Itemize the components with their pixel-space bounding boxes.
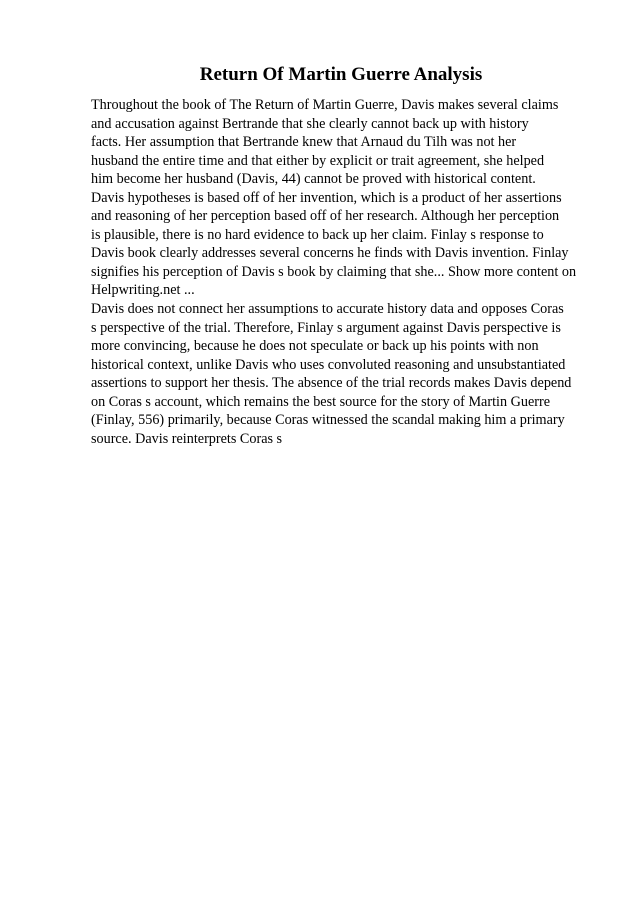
text-line: Davis book clearly addresses several concerns he finds with Davis invention. Finlay	[91, 245, 569, 262]
text-line: husband the entire time and that either by explicit or trait agreement, she helped	[91, 152, 545, 169]
text-line: Helpwriting.net ...	[91, 282, 195, 299]
text-line: more convincing, because he does not speculate or back up his points with non	[91, 338, 539, 355]
text-line: Davis hypotheses is based off of her invention, which is a product of her assertions	[91, 189, 562, 206]
text-line: Davis does not connect her assumptions to accurate history data and opposes Coras	[91, 301, 564, 318]
paragraph-1	[91, 96, 611, 300]
text-line: on Coras s account, which remains the best source for the story of Martin Guerre	[91, 393, 550, 410]
text-line: (Finlay, 556) primarily, because Coras witnessed the scandal making him a primary	[91, 412, 565, 429]
text-line: historical context, unlike Davis who uses convoluted reasoning and unsubstantiated	[91, 356, 566, 373]
text-line: s perspective of the trial. Therefore, Finlay s argument against Davis perspective is	[91, 319, 561, 336]
text-line: is plausible, there is no hard evidence to back up her claim. Finlay s response to	[91, 226, 544, 243]
text-line: facts. Her assumption that Bertrande knew that Arnaud du Tilh was not her	[91, 134, 517, 151]
document-body	[91, 96, 611, 448]
paragraph-2	[91, 300, 611, 448]
text-line: signifies his perception of Davis s book by claiming that she... Show more content on	[91, 263, 577, 280]
document-title: Return Of Martin Guerre Analysis	[199, 64, 483, 85]
text-line: Throughout the book of The Return of Martin Guerre, Davis makes several claims	[91, 97, 559, 113]
text-line: and reasoning of her perception based off of her research. Although her perception	[91, 208, 560, 225]
text-line: source. Davis reinterprets Coras s	[91, 430, 283, 447]
text-line: and accusation against Bertrande that she clearly cannot back up with history	[91, 115, 529, 132]
text-line: him become her husband (Davis, 44) cannot be proved with historical content.	[91, 171, 536, 188]
text-line: assertions to support her thesis. The absence of the trial records makes Davis depend	[91, 375, 572, 392]
